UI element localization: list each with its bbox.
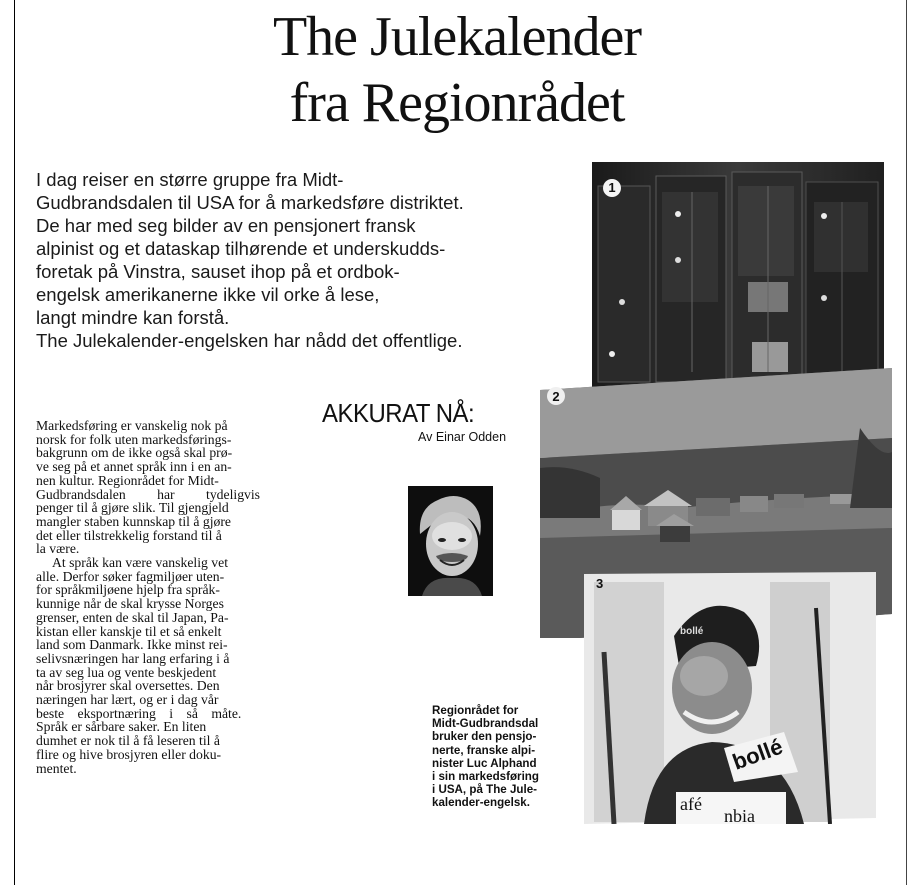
- headline-line-1: The Julekalender: [272, 6, 642, 68]
- caption-line: kalender-engelsk.: [432, 796, 530, 810]
- bib-text-bolle: bollé: [729, 733, 786, 775]
- lede-line: Gudbrandsdalen til USA for å markedsføre distriktet.: [36, 192, 464, 213]
- byline: Av Einar Odden: [418, 430, 507, 444]
- body-line: selivsnæringen har lang erfaring i å: [36, 650, 230, 666]
- lede-line: foretak på Vinstra, sauset ihop på et ordbok-: [36, 261, 400, 282]
- photo-caption: [432, 704, 572, 810]
- body-line: det eller tilstrekkelig forstand til å: [36, 527, 222, 543]
- body-line: når brosjyrer skal oversettes. Den: [36, 678, 220, 694]
- body-line: Gudbrandsdalen har tydeligvis: [36, 486, 261, 502]
- body-line: Språk er sårbare saker. En liten: [36, 719, 207, 735]
- body-line: penger til å gjøre slik. Til gjengjeld: [36, 500, 229, 516]
- caption-line: bruker den pensjo-: [432, 730, 537, 744]
- photo-server-cabinets: [592, 162, 884, 392]
- body-line: grenser, enten de skal til Japan, Pa-: [36, 609, 229, 625]
- photo-alpine-skier: [584, 572, 876, 824]
- body-line: mangler staben kunnskap til å gjøre: [36, 513, 231, 529]
- caption-line: nister Luc Alphand: [432, 756, 537, 770]
- body-line: dumhet er nok til å få leseren til å: [36, 733, 220, 749]
- body-line: næringen har lært, og er i dag vår: [36, 692, 219, 708]
- lede-line: I dag reiser en større gruppe fra Midt-: [36, 169, 344, 190]
- body-line: for språkmiljøene hjelp fra språk-: [36, 582, 220, 598]
- body-line: bakgrunn om de ikke også skal prø-: [36, 445, 233, 461]
- lede-line: alpinist og et dataskap tilhørende et underskudds-: [36, 238, 446, 259]
- lede-line: engelsk amerikanerne ikke vil orke å lese,: [36, 284, 380, 305]
- body-line: ve seg på et annet språk inn i en an-: [36, 459, 232, 475]
- lede-line: De har med seg bilder av en pensjonert fransk: [36, 215, 416, 236]
- bib-text-cafe: afé: [680, 794, 702, 814]
- body-line: nen kultur. Regionrådet for Midt-: [36, 472, 219, 488]
- caption-line: Regionrådet for: [432, 704, 519, 717]
- body-line: ta av seg lua og vente beskjedent: [36, 664, 217, 680]
- body-paragraph-1: [36, 419, 308, 556]
- bib-text-colombia: nbia: [724, 806, 755, 824]
- body-line: alle. Derfor søker fagmiljøer uten-: [36, 568, 225, 584]
- author-portrait: [408, 486, 493, 596]
- lede-line: langt mindre kan forstå.: [36, 307, 230, 328]
- lede-line: The Julekalender-engelsken har nådd det offentlige.: [36, 330, 463, 351]
- headline-line-2: fra Regionrådet: [289, 72, 625, 134]
- caption-line: Midt-Gudbrandsdal: [432, 717, 539, 731]
- column-kicker: AKKURAT NÅ:: [322, 398, 475, 428]
- body-line: mentet.: [36, 760, 77, 776]
- headline: [0, 4, 914, 136]
- body-line: norsk for folk uten markedsførings-: [36, 431, 232, 447]
- body-line: beste eksportnæring i så måte.: [36, 705, 242, 721]
- photo-number-3: 3: [596, 576, 604, 591]
- caption-line: nerte, franske alpi-: [432, 743, 536, 757]
- body-line: At språk kan være vanskelig vet: [52, 555, 228, 571]
- caption-line: i sin markedsføring: [432, 770, 539, 784]
- caption-line: i USA, på The Jule-: [432, 783, 538, 797]
- photo-number-1: 1: [608, 180, 616, 195]
- body-line: flire og hive brosjyren eller doku-: [36, 746, 222, 762]
- body-line: kistan eller kanskje til et så enkelt: [36, 623, 222, 639]
- body-line: land som Danmark. Ikke minst rei-: [36, 637, 228, 653]
- photo-number-2: 2: [552, 389, 560, 404]
- lede: [36, 168, 576, 352]
- helmet-text: bollé: [680, 626, 704, 637]
- body-line: kunnige når de skal krysse Norges: [36, 596, 224, 612]
- body-line: Markedsføring er vanskelig nok på: [36, 418, 228, 433]
- body-column: [36, 419, 308, 775]
- body-line: la være.: [36, 541, 80, 557]
- body-paragraph-2: [36, 556, 308, 775]
